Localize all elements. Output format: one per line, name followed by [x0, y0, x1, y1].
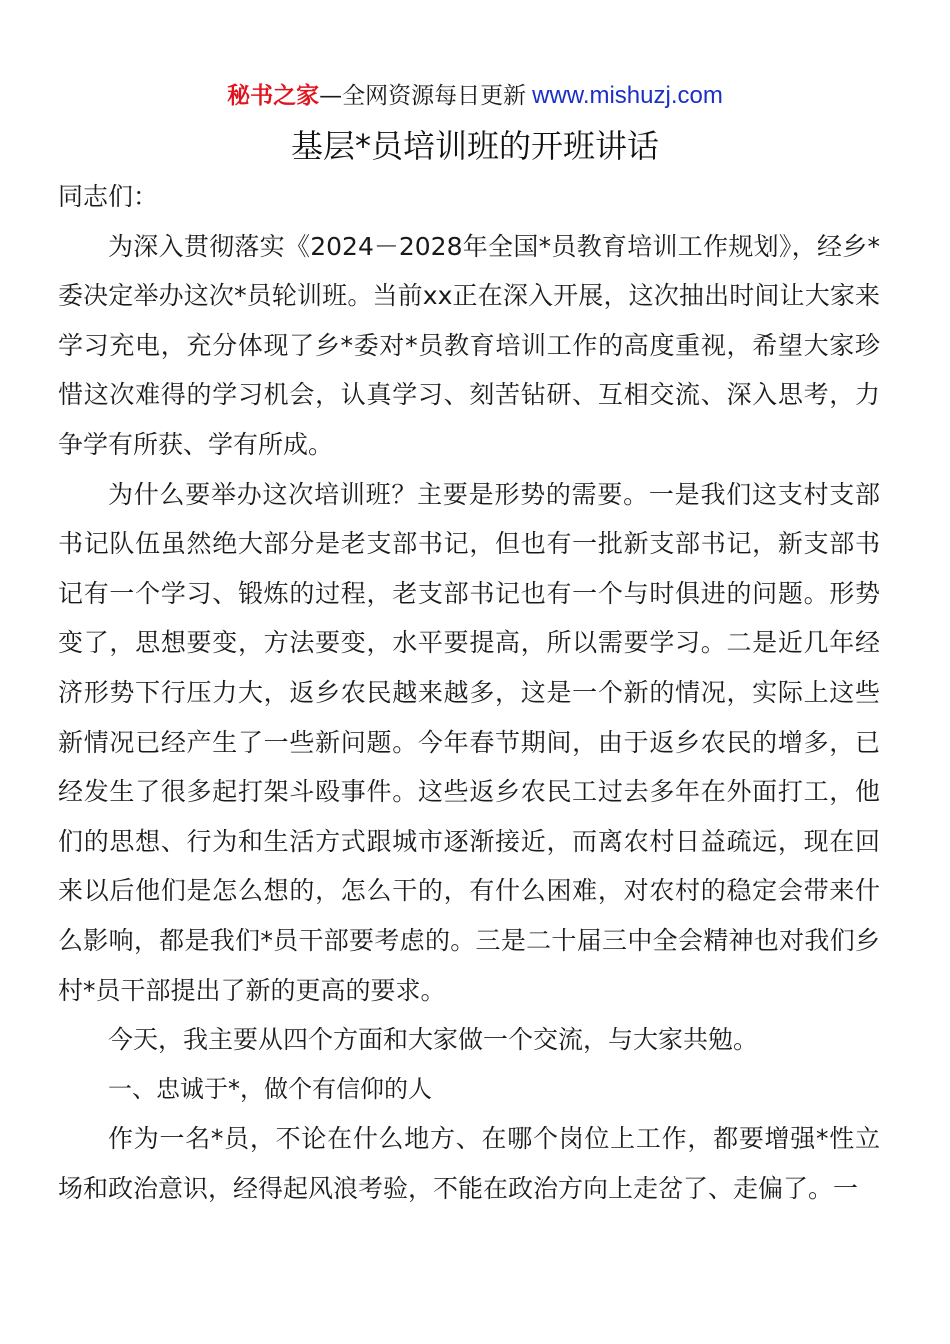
- document-body: [58, 172, 880, 1213]
- salutation: 同志们：: [58, 182, 159, 211]
- paragraph-section-one: 作为一名*员，不论在什么地方、在哪个岗位上工作，都要增强*性立场和政治意识，经得起风浪考验，不能在政治方向上走岔了、走偏了。一: [58, 1124, 880, 1203]
- site-url-link[interactable]: www.mishuzj.com: [532, 82, 723, 109]
- paragraph-intro: 为深入贯彻落实《2024－2028年全国*员教育培训工作规划》，经乡*委决定举办这次*员轮训班。当前xx正在深入开展，这次抽出时间让大家来学习充电，充分体现了乡*委对*员教育培训工作的高度重视，希望大家珍惜这次难得的学习机会，认真学习、刻苦钻研、互相交流、深入思考，力争学有所获、学有所成。: [58, 231, 880, 459]
- section-heading-one: 一、忠诚于*，做个有信仰的人: [108, 1074, 432, 1103]
- document-title: 基层*员培训班的开班讲话: [290, 127, 659, 165]
- paragraph-reasons: 为什么要举办这次培训班？主要是形势的需要。一是我们这支村支部书记队伍虽然绝大部分是老支部书记，但也有一批新支部书记，新支部书记有一个学习、锻炼的过程，老支部书记也有一个与时俱进的问题。形势变了，思想要变，方法要变，水平要提高，所以需要学习。二是近几年经济形势下行压力大，返乡农民越来越多，这是一个新的情况，实际上这些新情况已经产生了一些新问题。今年春节期间，由于返乡农民的增多，已经发生了很多起打架斗殴事件。这些返乡农民工过去多年在外面打工，他们的思想、行为和生活方式跟城市逐渐接近，而离农村日益疏远，现在回来以后他们是怎么想的，怎么干的，有什么困难，对农村的稳定会带来什么影响，都是我们*员干部要考虑的。三是二十届三中全会精神也对我们乡村*员干部提出了新的更高的要求。: [58, 479, 880, 1005]
- site-brand: 秘书之家: [227, 83, 320, 109]
- site-tagline: —全网资源每日更新: [319, 83, 527, 109]
- site-header: [0, 80, 950, 112]
- paragraph-overview: 今天，我主要从四个方面和大家做一个交流，与大家共勉。: [108, 1025, 759, 1055]
